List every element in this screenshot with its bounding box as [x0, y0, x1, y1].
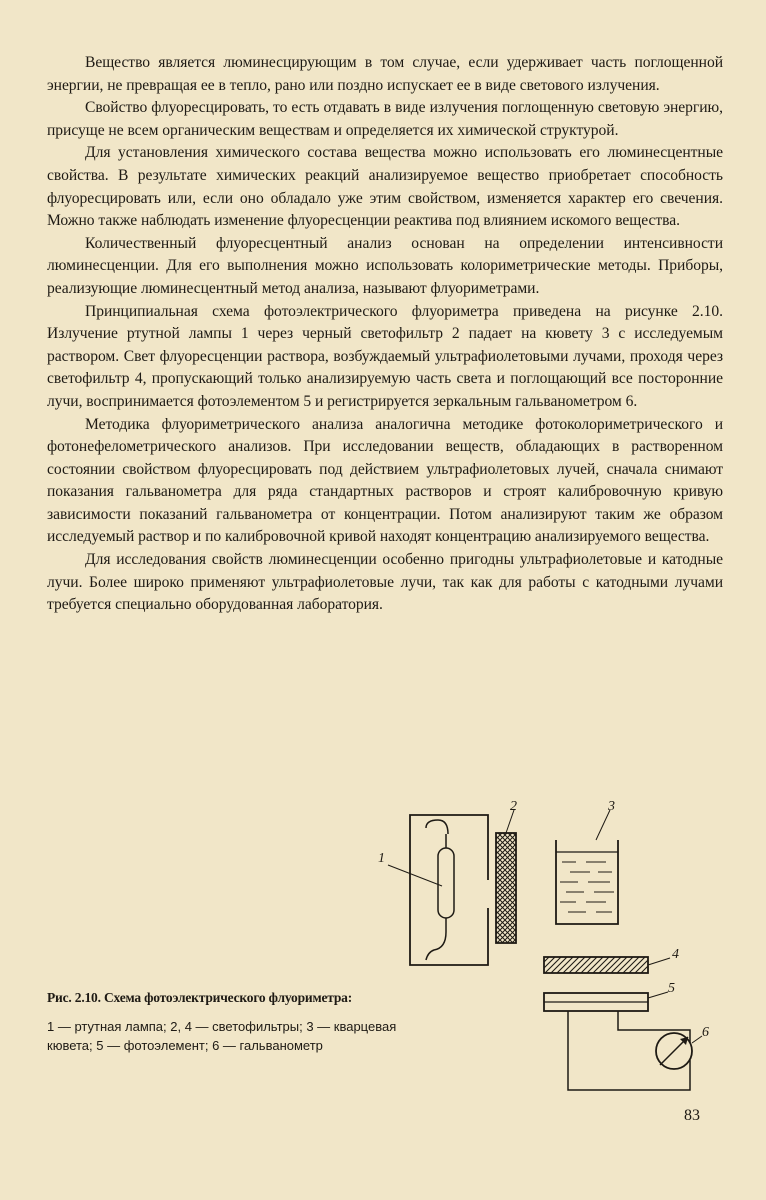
label-photocell: 5	[668, 981, 675, 996]
label-black-filter: 2	[510, 799, 517, 814]
black-filter	[496, 833, 516, 943]
lamp-housing	[410, 815, 488, 965]
label-lamp: 1	[378, 851, 385, 866]
solution-lines	[560, 862, 614, 912]
body-text	[47, 52, 723, 617]
page-number: 83	[684, 1107, 700, 1124]
paragraph: Принципиальная схема фотоэлектрического флуориметра приведена на рисунке 2.10. Излучение ртутной лампы 1 через черный светофильтр 2 падает на кювету 3 с исследуемым раствором. Свет флуоресценции раствора, возбуждаемый ультрафиолетовыми лучами, проходя через светофильтр 4, пропускающий только анализируемую часть света и поглощающий все посторонние лучи, воспринимается фотоэлементом 5 и регистрируется зеркальным гальванометром 6.	[47, 302, 723, 410]
galvanometer-icon	[656, 1033, 692, 1069]
paragraph: Для исследования свойств люминесценции особенно пригодны ультрафиолетовые и катодные лучи. Более широко применяют ультрафиолетовые лучи, так как для работы с катодными лучами требуется специально оборудованная лаборатория.	[47, 551, 723, 614]
label-filter: 4	[672, 947, 679, 962]
caption-title: Рис. 2.10. Схема фотоэлектрического флуориметра:	[47, 990, 353, 1005]
paragraph: Количественный флуоресцентный анализ основан на определении интенсивности люминесценции. Для его выполнения можно использовать колориметрические методы. Приборы, реализующие люминесцентный метод анализа, называют флуориметрами.	[47, 234, 723, 297]
paragraph: Свойство флуоресцировать, то есть отдавать в виде излучения поглощенную световую энергию, присуще не всем органическим веществам и определяется их химической структурой.	[47, 99, 723, 139]
mercury-lamp	[426, 820, 454, 960]
paragraph: Для установления химического состава вещества можно использовать его люминесцентные свойства. В результате химических реакций анализируемое вещество приобретает способность флуоресцировать или, если оно обладало уже этим свойством, изменяется характер его свечения. Можно также наблюдать изменение флуоресценции реактива под влиянием искомого вещества.	[47, 144, 723, 230]
fluorimeter-diagram	[378, 799, 720, 1100]
figure-caption	[47, 988, 397, 1055]
circuit-wire	[568, 1011, 690, 1090]
paragraph: Вещество является люминесцирующим в том случае, если удерживает часть поглощенной энергии, не превращая ее в тепло, рано или поздно испускает ее в виде светового излучения.	[47, 54, 723, 94]
paragraph: Методика флуориметрического анализа аналогична методике фотоколориметрического и фотонефелометрического анализов. При исследовании веществ, обладающих в растворенном состоянии свойством флуоресцировать под действием ультрафиолетовых лучей, сначала снимают показания гальванометра для ряда стандартных растворов и строят калибровочную кривую зависимости показаний гальванометра от концентрации. Потом анализируют таким же образом исследуемый раствор и по калибровочной кривой находят концентрацию анализируемого вещества.	[47, 415, 723, 546]
label-cuvette: 3	[608, 799, 615, 814]
secondary-filter	[544, 957, 648, 973]
caption-legend: 1 — ртутная лампа; 2, 4 — светофильтры; 3 — кварцевая кювета; 5 — фотоэлемент; 6 — гальванометр	[47, 1019, 397, 1053]
label-galvanometer: 6	[702, 1025, 709, 1040]
